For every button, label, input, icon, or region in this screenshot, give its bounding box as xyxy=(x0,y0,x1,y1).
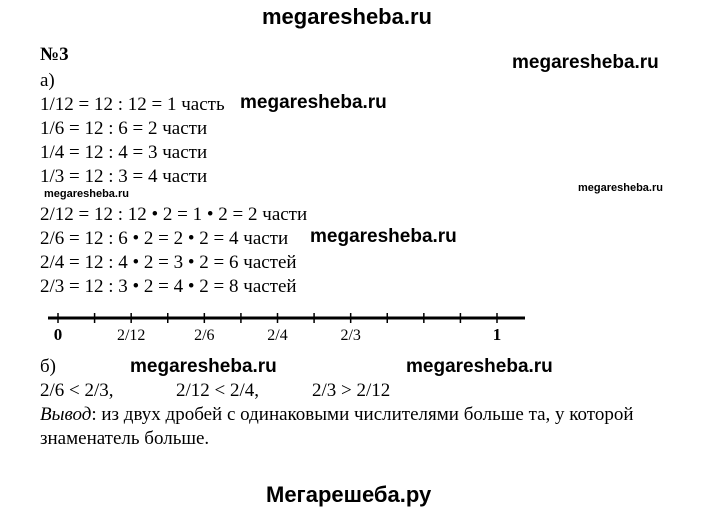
number-line-label: 2/6 xyxy=(194,327,215,344)
header-watermark: megaresheba.ru xyxy=(262,4,432,29)
solution-line: 1/12 = 12 : 12 = 1 часть xyxy=(40,94,225,115)
solution-line: 1/4 = 12 : 4 = 3 части xyxy=(40,142,208,163)
number-line-label: 1 xyxy=(492,325,502,344)
problem-number: №3 xyxy=(40,44,69,65)
watermark: megaresheba.ru xyxy=(310,226,457,247)
conclusion-text: : из двух дробей с одинаковыми числителями больше та, у которой xyxy=(91,404,634,425)
part-a-label: а) xyxy=(40,70,55,91)
watermark: megaresheba.ru xyxy=(44,188,129,200)
comparison: 2/3 > 2/12 xyxy=(312,380,391,401)
number-line-label: 0 xyxy=(53,325,63,344)
solution-line: 2/12 = 12 : 12 • 2 = 1 • 2 = 2 части xyxy=(40,204,308,225)
solution-line: 2/6 = 12 : 6 • 2 = 2 • 2 = 4 части xyxy=(40,228,289,249)
watermark: megaresheba.ru xyxy=(578,182,663,194)
watermark: megaresheba.ru xyxy=(240,92,387,113)
number-line-label: 2/12 xyxy=(116,327,146,344)
conclusion-label: Вывод xyxy=(40,404,92,425)
part-b-label: б) xyxy=(40,356,56,377)
watermark: megaresheba.ru xyxy=(130,356,277,377)
solution-line: 2/4 = 12 : 4 • 2 = 3 • 2 = 6 частей xyxy=(40,252,297,273)
solution-line: 2/3 = 12 : 3 • 2 = 4 • 2 = 8 частей xyxy=(40,276,297,297)
conclusion-text-continued: знаменатель больше. xyxy=(40,428,210,449)
number-line-label: 2/3 xyxy=(340,327,361,344)
conclusion-line xyxy=(40,404,634,426)
watermark: megaresheba.ru xyxy=(512,52,659,73)
footer-watermark: Мегарешеба.ру xyxy=(266,482,432,507)
comparison: 2/6 < 2/3, xyxy=(40,380,114,401)
watermark: megaresheba.ru xyxy=(406,356,553,377)
solution-line: 1/6 = 12 : 6 = 2 части xyxy=(40,118,208,139)
number-line-label: 2/4 xyxy=(267,327,288,344)
comparison: 2/12 < 2/4, xyxy=(176,380,260,401)
solution-line: 1/3 = 12 : 3 = 4 части xyxy=(40,166,208,187)
